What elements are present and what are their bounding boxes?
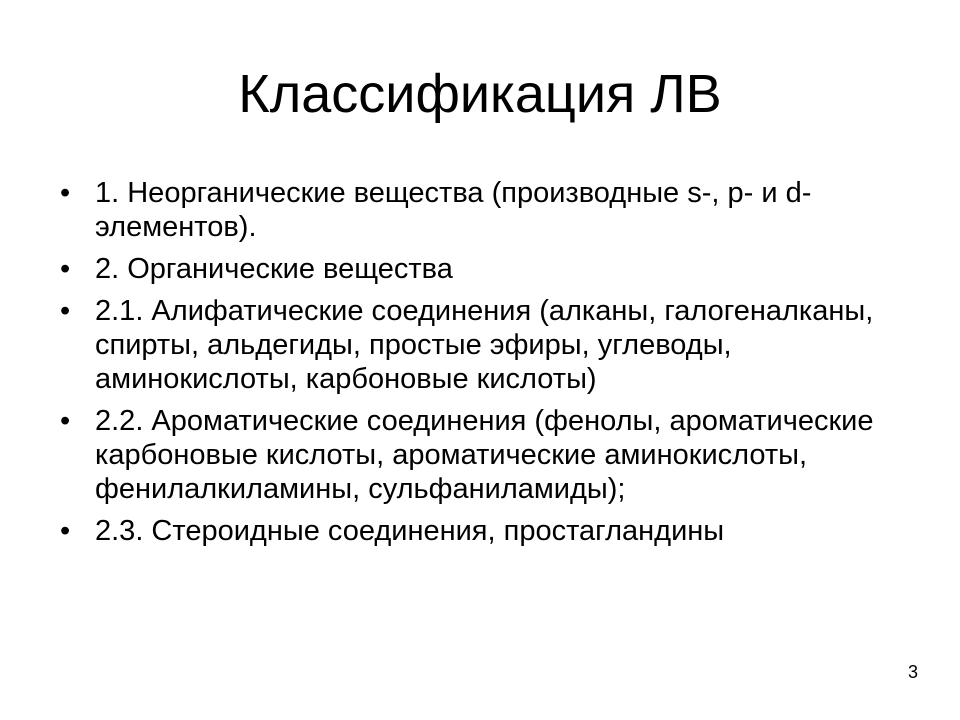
bullet-text: 2. Органические вещества	[95, 253, 453, 285]
bullet-text: 1. Неорганические вещества (производные s-, p- и d-элементов).	[95, 177, 812, 243]
bullet-item	[60, 404, 910, 506]
bullet-item	[60, 176, 910, 244]
bullet-icon: •	[60, 405, 71, 437]
bullet-icon: •	[60, 253, 71, 285]
bullet-item	[60, 294, 910, 396]
slide-title: Классификация ЛВ	[238, 64, 722, 124]
bullet-list	[60, 176, 910, 556]
bullet-icon: •	[60, 177, 71, 209]
bullet-item	[60, 252, 910, 286]
bullet-text: 2.3. Стероидные соединения, простагландины	[95, 515, 725, 547]
page-number: 3	[907, 662, 918, 682]
bullet-text: 2.1. Алифатические соединения (алканы, галогеналканы, спирты, альдегиды, простые эфиры, углеводы, аминокислоты, карбоновые кислоты)	[95, 295, 874, 395]
bullet-icon: •	[60, 295, 71, 327]
bullet-text: 2.2. Ароматические соединения (фенолы, ароматические карбоновые кислоты, ароматические аминокислоты, фенилалкиламины, сульфаниламиды);	[95, 405, 874, 505]
bullet-icon: •	[60, 515, 71, 547]
bullet-item	[60, 514, 910, 548]
